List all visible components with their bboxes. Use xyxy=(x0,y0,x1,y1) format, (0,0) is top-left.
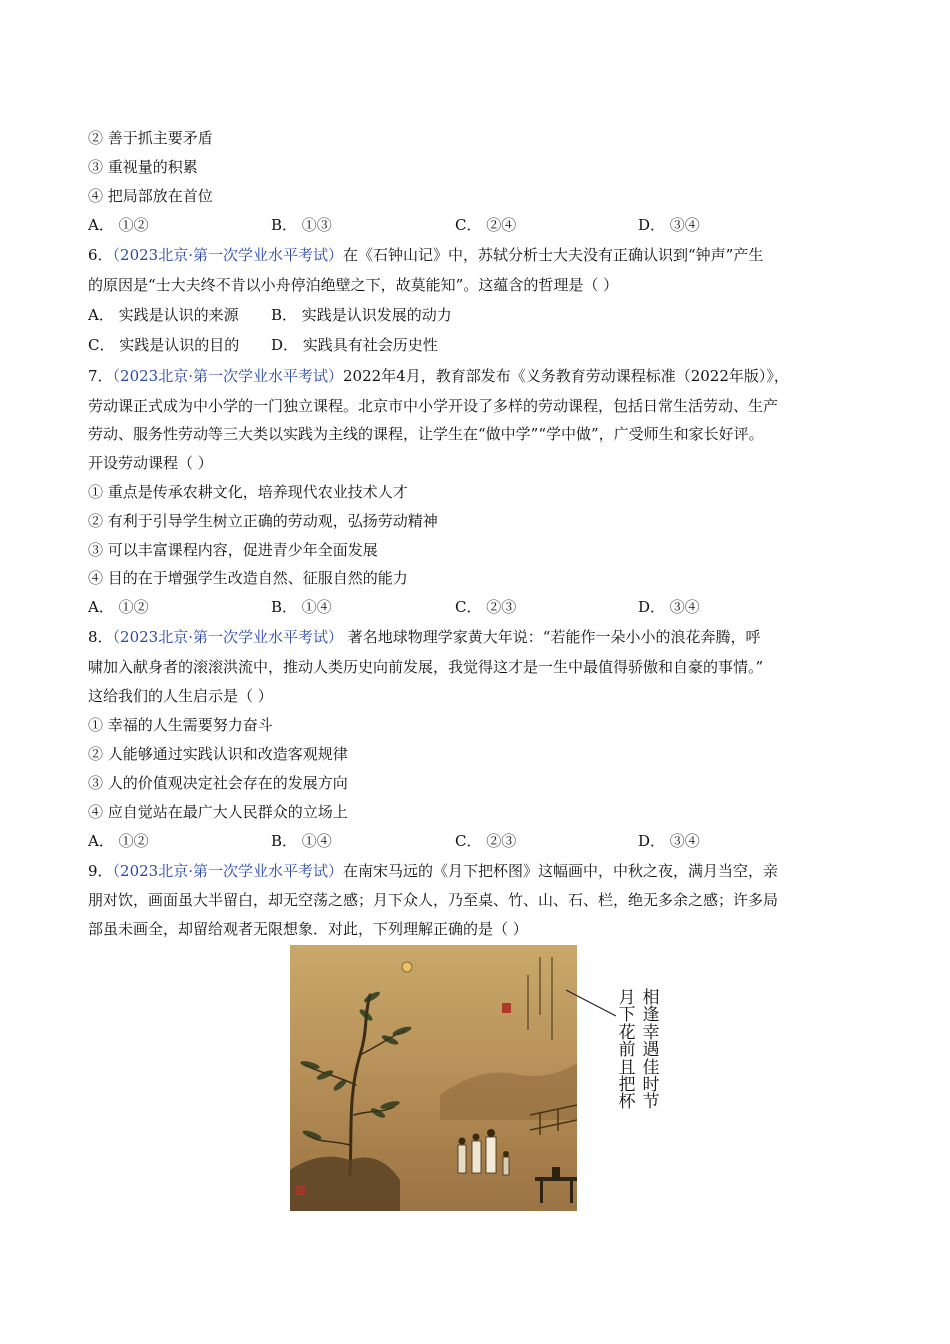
q5-item-3: ③ 重视量的积累 xyxy=(88,158,198,176)
seal-mark xyxy=(502,1003,511,1013)
painting-illustration xyxy=(290,945,577,1211)
q7-item-1: ① 重点是传承农耕文化，培养现代农业技术人才 xyxy=(88,483,408,501)
q7-number: 7． xyxy=(88,367,113,385)
q8-source: （2023北京·第一次学业水平考试） xyxy=(112,628,343,646)
q8-option-d: D． ③④ xyxy=(638,832,700,850)
inscription-strokes xyxy=(528,957,552,1040)
figures-group xyxy=(458,1129,509,1175)
q8-line-2: 啸加入献身者的滚滚洪流中，推动人类历史向前发展，我觉得这才是一生中最值得骄傲和自豪的事情。” xyxy=(88,658,764,676)
rock-shape xyxy=(290,1157,400,1211)
q5-option-a: A． ①② xyxy=(88,216,149,234)
q5-item-2: ② 善于抓主要矛盾 xyxy=(88,129,213,147)
q9-number: 9． xyxy=(88,862,113,880)
q6-option-b: B． 实践是认识发展的动力 xyxy=(271,306,452,324)
q8-item-2: ② 人能够通过实践认识和改造客观规律 xyxy=(88,745,348,763)
q7-item-2: ② 有利于引导学生树立正确的劳动观，弘扬劳动精神 xyxy=(88,512,438,530)
q8-text-1: 著名地球物理学家黄大年说：“若能作一朵小小的浪花奔腾，呼 xyxy=(343,628,761,646)
q7-line-1 xyxy=(88,366,789,386)
q8-line-3: 这给我们的人生启示是（ ） xyxy=(88,687,273,705)
q5-option-d: D． ③④ xyxy=(638,216,700,234)
q7-option-d: D． ③④ xyxy=(638,598,700,616)
q9-line-2: 朋对饮，画面虽大半留白，却无空荡之感；月下众人，乃至桌、竹、山、石、栏，绝无多余之感；许多局 xyxy=(88,891,779,909)
q6-option-a: A． 实践是认识的来源 xyxy=(88,306,239,324)
q6-text-1: 在《石钟山记》中，苏轼分析士大夫没有正确认识到“钟声”产生 xyxy=(343,246,764,264)
q7-item-3: ③ 可以丰富课程内容，促进青少年全面发展 xyxy=(88,541,378,559)
q7-line-4: 开设劳动课程（ ） xyxy=(88,454,213,472)
q8-option-b: B． ①④ xyxy=(271,832,332,850)
q9-source: （2023北京·第一次学业水平考试） xyxy=(112,862,343,880)
q7-option-b: B． ①④ xyxy=(271,598,332,616)
q6-line-1 xyxy=(88,245,763,265)
moon-shape xyxy=(402,962,412,972)
q7-option-a: A． ①② xyxy=(88,598,149,616)
q8-item-4: ④ 应自觉站在最广大人民群众的立场上 xyxy=(88,803,348,821)
mountain-shape xyxy=(440,1063,577,1120)
q6-line-2: 的原因是“士大夫终不肯以小舟停泊绝壁之下，故莫能知”。这蕴含的哲理是（ ） xyxy=(88,276,619,294)
q9-line-3: 部虽未画全，却留给观者无限想象．对此，下列理解正确的是（ ） xyxy=(88,920,528,938)
bamboo-tree xyxy=(305,995,405,1175)
q6-number: 6． xyxy=(88,246,113,264)
painting-moonlight-toast xyxy=(290,945,577,1211)
q8-item-3: ③ 人的价值观决定社会存在的发展方向 xyxy=(88,774,348,792)
q7-item-4: ④ 目的在于增强学生改造自然、征服自然的能力 xyxy=(88,569,408,587)
painting-caption-line-2: 月下花前且把杯 xyxy=(618,988,636,1113)
collector-seal xyxy=(296,1185,305,1195)
q7-line-3: 劳动、服务性劳动等三大类以实践为主线的课程，让学生在“做中学”“学中做”，广受师生和家长好评。 xyxy=(88,425,764,443)
q7-option-c: C． ②③ xyxy=(455,598,517,616)
q7-text-1: 2022年4月，教育部发布《义务教育劳动课程标准（2022年版）》， xyxy=(343,367,789,385)
q8-option-a: A． ①② xyxy=(88,832,149,850)
q8-line-1 xyxy=(88,627,760,647)
q8-option-c: C． ②③ xyxy=(455,832,517,850)
q7-source: （2023北京·第一次学业水平考试） xyxy=(112,367,343,385)
q8-number: 8． xyxy=(88,628,113,646)
table-shape xyxy=(535,1167,577,1203)
q8-item-1: ① 幸福的人生需要努力奋斗 xyxy=(88,716,273,734)
q9-line-1 xyxy=(88,861,778,881)
q9-text-1: 在南宋马远的《月下把杯图》这幅画中，中秋之夜，满月当空，亲 xyxy=(343,862,779,880)
q6-option-d: D． 实践具有社会历史性 xyxy=(271,336,438,354)
q5-item-4: ④ 把局部放在首位 xyxy=(88,187,213,205)
painting-caption-line-1: 相逢幸遇佳时节 xyxy=(642,988,660,1113)
q5-option-b: B． ①③ xyxy=(271,216,332,234)
q7-line-2: 劳动课正式成为中小学的一门独立课程。北京市中小学开设了多样的劳动课程，包括日常生活劳动、生产 xyxy=(88,397,779,415)
q5-option-c: C． ②④ xyxy=(455,216,517,234)
q6-option-c: C． 实践是认识的目的 xyxy=(88,336,240,354)
q6-source: （2023北京·第一次学业水平考试） xyxy=(112,246,343,264)
